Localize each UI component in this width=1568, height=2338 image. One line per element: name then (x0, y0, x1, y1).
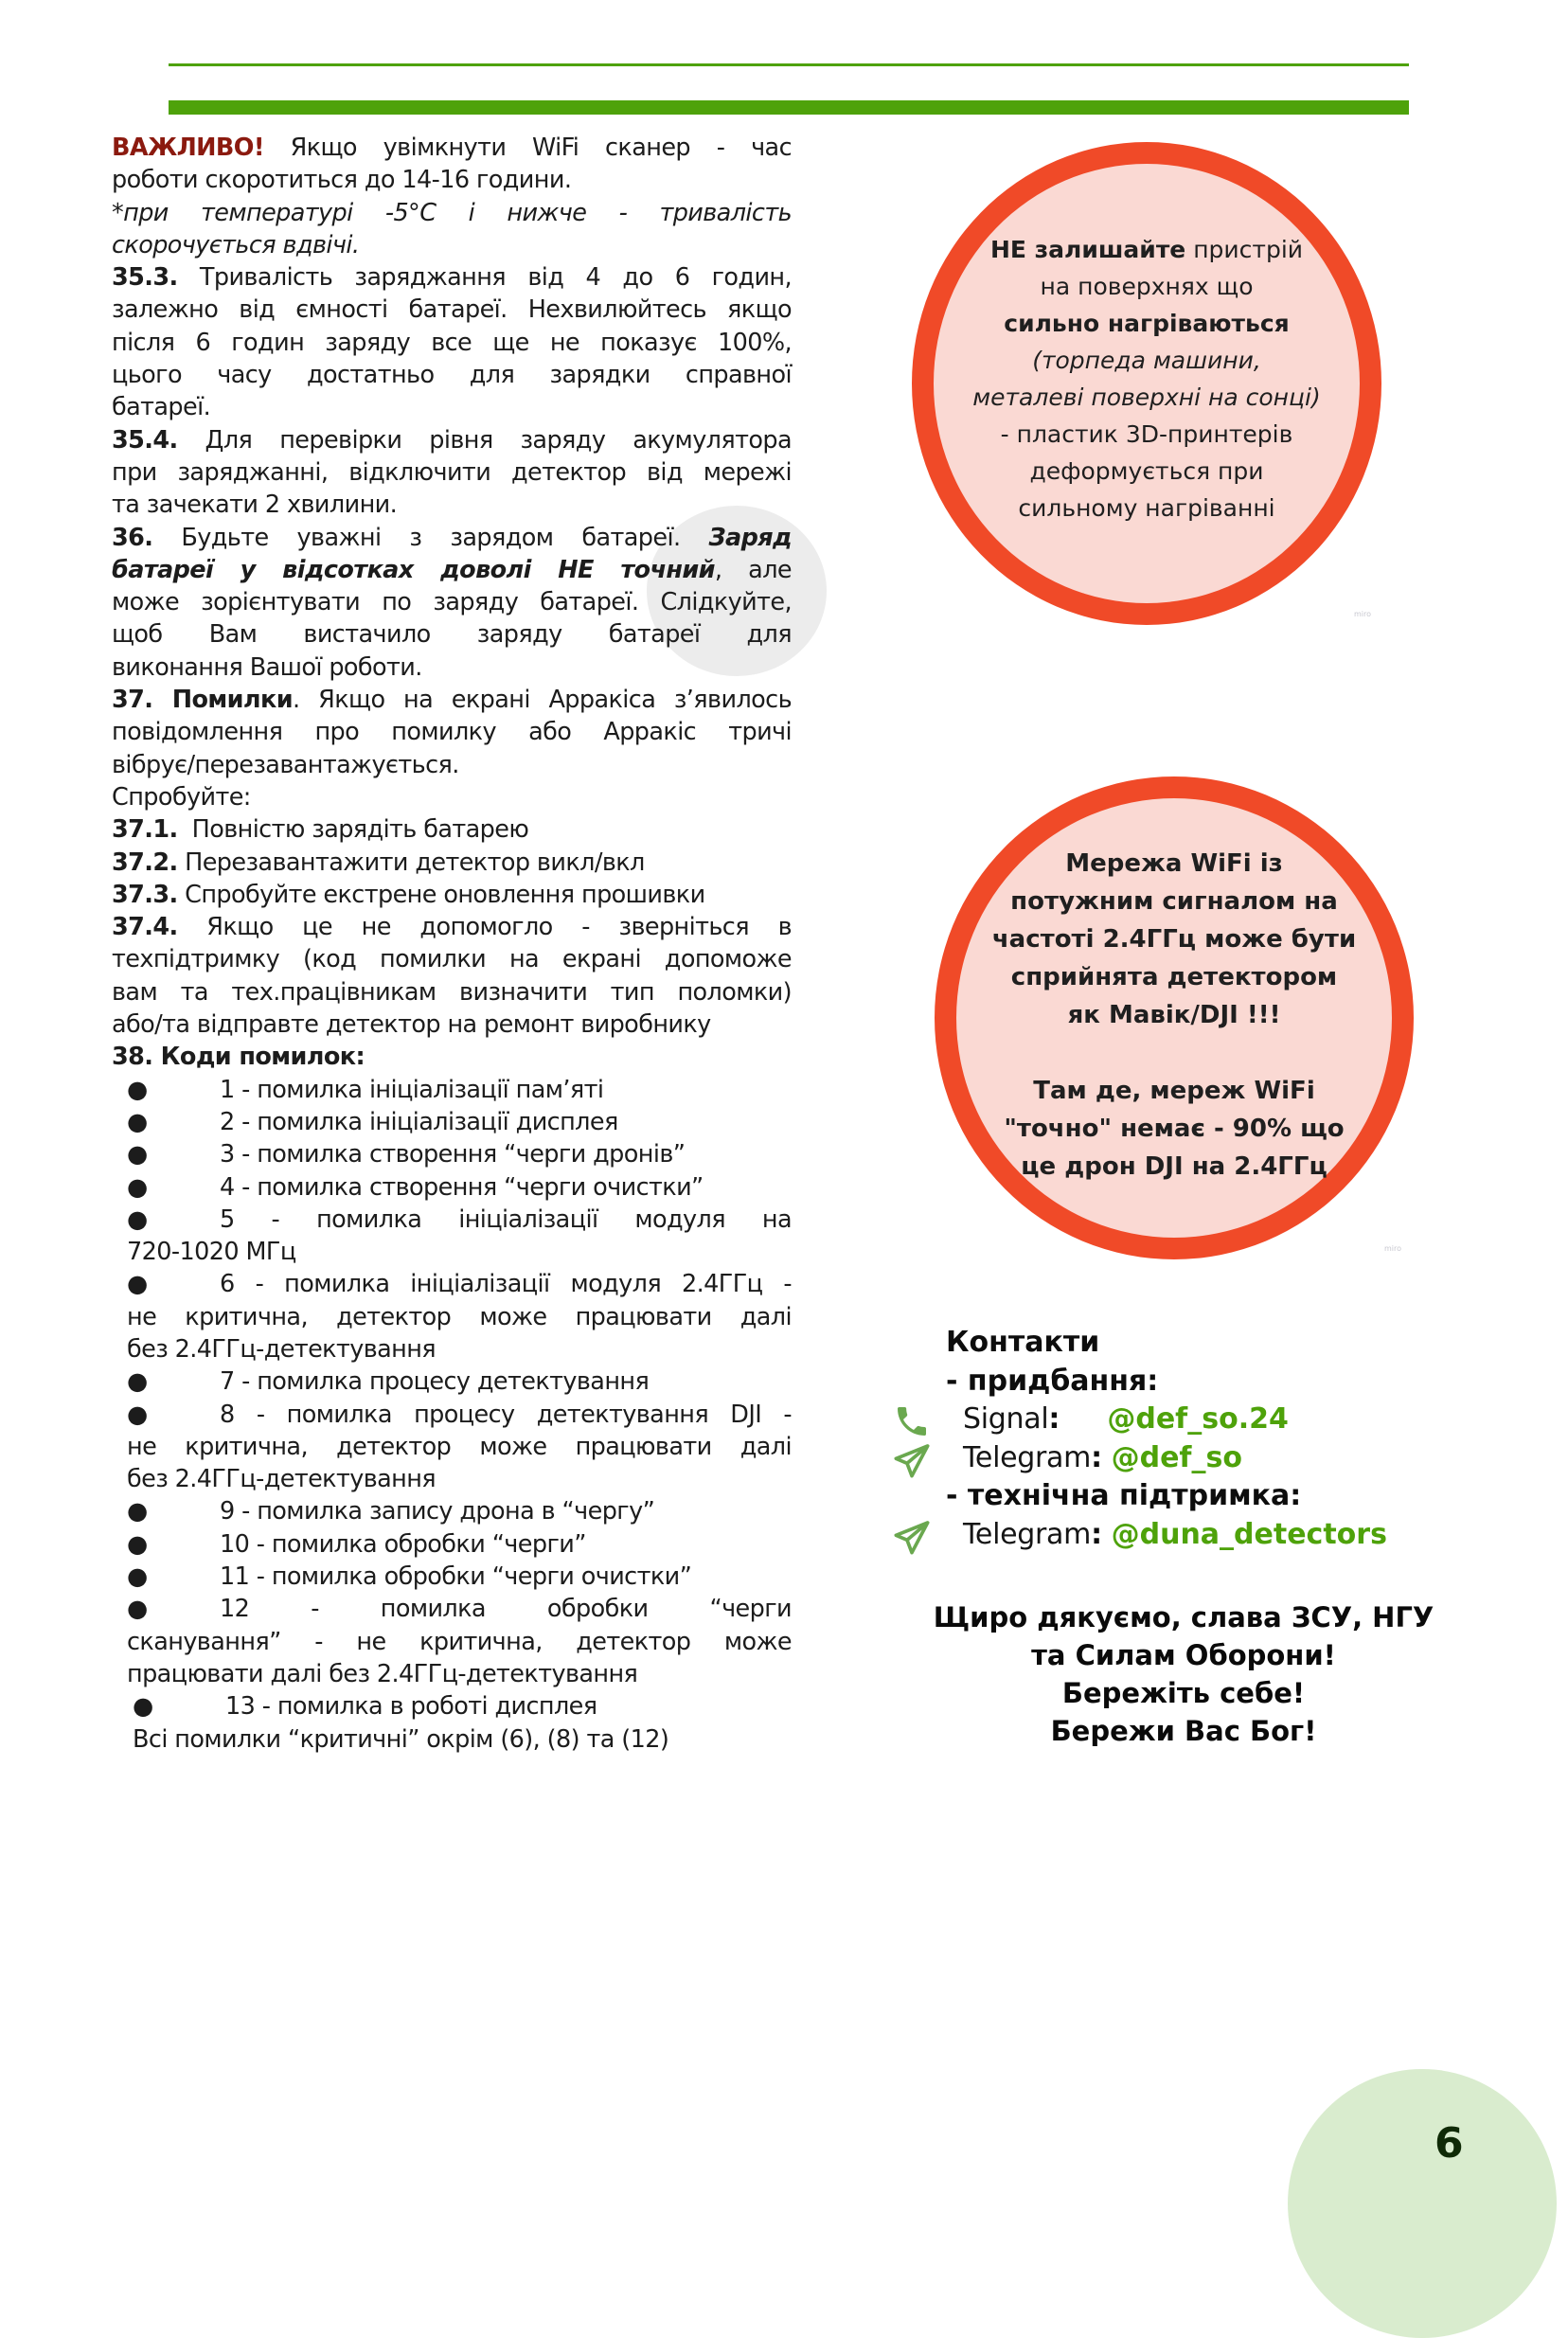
text-line: батареї. (112, 393, 211, 422)
section-38 (112, 1041, 792, 1756)
wifi-warning-circle (935, 776, 1414, 1259)
warning-text: сильному нагріванні (1018, 494, 1275, 522)
contact-colon: : (1048, 1402, 1060, 1436)
contacts-block (946, 1324, 1476, 1554)
wifi-warning-text: Там де, мереж WiFi (1033, 1077, 1315, 1105)
contact-label: Signal (963, 1402, 1049, 1436)
warning-italic-text: металеві поверхні на сонці) (972, 384, 1321, 411)
step-number: 37.3. (112, 880, 178, 909)
step-number: 37.1. (112, 815, 178, 845)
bullet-icon: ● (133, 1692, 153, 1722)
bullet-icon: ● (127, 1205, 148, 1234)
purchase-label: - придбання: (946, 1364, 1159, 1398)
contact-signal[interactable] (946, 1401, 1476, 1439)
section-number: 35.4. (112, 425, 178, 455)
warning-bold-text: сильно нагріваються (1004, 310, 1290, 337)
step-text: Спробуйте екстрене оновлення прошивки (177, 880, 705, 909)
warning-text: на поверхнях що (1040, 273, 1254, 300)
step-37-2 (112, 847, 792, 879)
text-line: після 6 годин заряду все ще не показує 100%, (112, 328, 792, 357)
text-line: вам та тех.працівникам визначити тип поломки) (112, 977, 792, 1007)
error-code-text: 12 - помилка обробки “черги (220, 1595, 792, 1624)
step-37-4 (112, 911, 792, 943)
step-37-3 (112, 879, 792, 911)
warning-italic-text: (торпеда машини, (1032, 347, 1261, 374)
contact-telegram-support[interactable] (946, 1516, 1476, 1555)
error-code-item (112, 1690, 792, 1722)
error-code-item (112, 1171, 792, 1204)
thanks-line: Бережіть себе! (1061, 1677, 1306, 1709)
header-rule-thick (169, 100, 1409, 115)
wifi-warning-text: "точно" немає - 90% що (1004, 1115, 1345, 1143)
section-36 (112, 522, 792, 684)
heat-warning-circle (912, 142, 1381, 625)
instructions-column (112, 132, 792, 1756)
error-code-item (112, 1593, 792, 1690)
bullet-icon: ● (127, 1529, 148, 1559)
section-37 (112, 684, 792, 1041)
warning-text: - пластик 3D-принтерів (1000, 420, 1293, 448)
thanks-line: Бережи Вас Бог! (1050, 1715, 1317, 1747)
section-heading: 37. Помилки (112, 686, 293, 715)
error-code-item (112, 1138, 792, 1170)
bullet-icon: ● (127, 1367, 148, 1397)
bullet-icon: ● (127, 1107, 148, 1136)
text-line: . Якщо на екрані Арракіса з’явилось (292, 686, 792, 715)
wifi-warning-text: це дрон DJI на 2.4ГГц (1021, 1152, 1327, 1181)
error-code-text: не критична, детектор може працювати далі (127, 1432, 792, 1461)
error-code-text: 2 - помилка ініціалізації дисплея (220, 1107, 618, 1136)
error-code-text: 10 - помилка обробки “черги” (220, 1529, 586, 1559)
step-number: 37.4. (112, 913, 178, 942)
error-code-text: 5 - помилка ініціалізації модуля на (220, 1205, 792, 1234)
text-line: залежно від ємності батареї. Нехвилюйтесь якщо (112, 295, 792, 325)
emphasis-text: батареї у відсотках доволі НЕ точний (112, 555, 715, 584)
header-rule-thin (169, 63, 1409, 66)
wifi-warning-text: потужним сигналом на (1010, 887, 1338, 916)
wifi-warning-text: Мережа WiFi із (1065, 849, 1283, 878)
section-number: 36. (112, 523, 153, 552)
error-code-text: не критична, детектор може працювати далі (127, 1302, 792, 1331)
bullet-icon: ● (127, 1172, 148, 1202)
text-line: техпідтримку (код помилки на екрані допоможе (112, 945, 792, 974)
text-line: вібрує/перезавантажується. (112, 750, 459, 779)
wifi-warning-text: сприйнята детектором (1010, 963, 1338, 991)
bullet-icon: ● (127, 1497, 148, 1526)
step-text: Якщо це не допомогло - зверніться в (177, 913, 792, 942)
important-note (112, 132, 792, 164)
contact-colon: : (1091, 1517, 1103, 1551)
section-heading: 38. Коди помилок: (112, 1043, 365, 1072)
error-code-text: 4 - помилка створення “черги очистки” (220, 1172, 704, 1202)
section-number: 35.3. (112, 263, 178, 293)
error-code-text: 13 - помилка в роботі дисплея (225, 1692, 597, 1722)
error-code-text: сканування” - не критична, детектор може (127, 1627, 792, 1656)
important-text: Якщо увімкнути WiFi сканер - час (263, 134, 792, 162)
contact-telegram-sales[interactable] (946, 1439, 1476, 1478)
signal-handle-link[interactable]: @def_so.24 (1107, 1402, 1289, 1436)
miro-watermark: miro (1384, 1244, 1402, 1253)
thanks-line: та Силам Оборони! (1031, 1639, 1336, 1671)
error-code-text: без 2.4ГГц-детектування (127, 1465, 437, 1494)
error-code-text: 7 - помилка процесу детектування (220, 1367, 650, 1397)
bullet-icon: ● (127, 1140, 148, 1169)
error-code-item (112, 1106, 792, 1138)
text-line: щоб Вам вистачило заряду батареї для (112, 620, 792, 650)
thanks-line: Щиро дякуємо, слава ЗСУ, НГУ (933, 1601, 1434, 1633)
phone-icon (893, 1402, 931, 1440)
error-codes-footer: Всі помилки “критичні” окрім (6), (8) та (12) (133, 1724, 669, 1754)
error-code-item (112, 1399, 792, 1496)
text-line: та зачекати 2 хвилини. (112, 491, 398, 520)
step-text: Перезавантажити детектор викл/вкл (177, 848, 645, 877)
telegram-sales-handle-link[interactable]: @def_so (1111, 1440, 1242, 1474)
telegram-support-handle-link[interactable]: @duna_detectors (1111, 1517, 1387, 1551)
bullet-icon: ● (127, 1270, 148, 1299)
important-text-2: роботи скоротиться до 14-16 години. (112, 166, 572, 195)
error-code-text: 9 - помилка запису дрона в “чергу” (220, 1497, 655, 1526)
page-number-badge (1288, 2069, 1557, 2338)
bullet-icon: ● (127, 1075, 148, 1104)
step-text: Повністю зарядіть батарею (177, 815, 529, 845)
error-code-item (112, 1528, 792, 1561)
error-code-item (112, 1074, 792, 1106)
error-code-text: 1 - помилка ініціалізації пам’яті (220, 1075, 604, 1104)
telegram-icon (893, 1518, 931, 1556)
section-35-4 (112, 424, 792, 522)
text-line: Тривалість заряджання від 4 до 6 годин, (177, 263, 792, 293)
error-code-text: 8 - помилка процесу детектування DJI - (220, 1400, 792, 1429)
error-code-text: працювати далі без 2.4ГГц-детектування (127, 1659, 638, 1688)
temperature-note: *при температурі -5°C і нижче - тривалість (112, 198, 792, 227)
emphasis-text: Заряд (708, 523, 792, 552)
text-line: або/та відправте детектор на ремонт виробнику (112, 1010, 711, 1040)
error-code-item (112, 1495, 792, 1527)
contact-colon: : (1091, 1440, 1103, 1474)
error-code-text: без 2.4ГГц-детектування (127, 1334, 437, 1364)
step-37-1 (112, 813, 792, 846)
bullet-icon: ● (127, 1595, 148, 1624)
error-code-text: 6 - помилка ініціалізації модуля 2.4ГГц - (220, 1270, 792, 1299)
text-line: Будьте уважні з зарядом батареї. (152, 523, 709, 552)
error-code-item (112, 1268, 792, 1365)
bullet-icon: ● (127, 1562, 148, 1592)
text-line: може зорієнтувати по заряду батареї. Слідкуйте, (112, 588, 792, 617)
wifi-warning-text: як Мавік/DJI !!! (1067, 1001, 1281, 1029)
contact-label: Telegram (963, 1517, 1092, 1551)
wifi-warning-text: частоті 2.4ГГц може бути (991, 925, 1357, 954)
text-line: Для перевірки рівня заряду акумулятора (177, 425, 792, 455)
error-code-item (112, 1561, 792, 1593)
warning-bold-text: НЕ залишайте (989, 236, 1186, 263)
step-number: 37.2. (112, 848, 178, 877)
warning-text: деформується при (1029, 457, 1264, 485)
error-code-item (112, 1204, 792, 1269)
bullet-icon: ● (127, 1400, 148, 1429)
contact-label: Telegram (963, 1440, 1092, 1474)
error-code-text: 720-1020 МГц (127, 1238, 296, 1267)
miro-watermark: miro (1354, 610, 1372, 618)
text-line: повідомлення про помилку або Арракіс тричі (112, 718, 792, 747)
try-label: Спробуйте: (112, 782, 251, 812)
text-line: , але (714, 555, 792, 584)
thanks-message (900, 1598, 1468, 1750)
error-code-list (112, 1074, 792, 1723)
text-line: виконання Вашої роботи. (112, 652, 422, 682)
text-line: цього часу достатньо для зарядки справної (112, 361, 792, 390)
text-line: при заряджанні, відключити детектор від мережі (112, 457, 792, 487)
important-label: ВАЖЛИВО! (112, 134, 264, 162)
error-code-text: 11 - помилка обробки “черги очистки” (220, 1562, 692, 1592)
page-number: 6 (1434, 2119, 1464, 2168)
contacts-title: Контакти (946, 1326, 1100, 1359)
temperature-note-2: скорочується вдвічі. (112, 230, 360, 259)
error-code-item (112, 1365, 792, 1398)
section-35-3 (112, 261, 792, 423)
warning-text: пристрій (1185, 236, 1304, 263)
support-label: - технічна підтримка: (946, 1479, 1302, 1512)
error-code-text: 3 - помилка створення “черги дронів” (220, 1140, 686, 1169)
telegram-icon (893, 1441, 931, 1479)
